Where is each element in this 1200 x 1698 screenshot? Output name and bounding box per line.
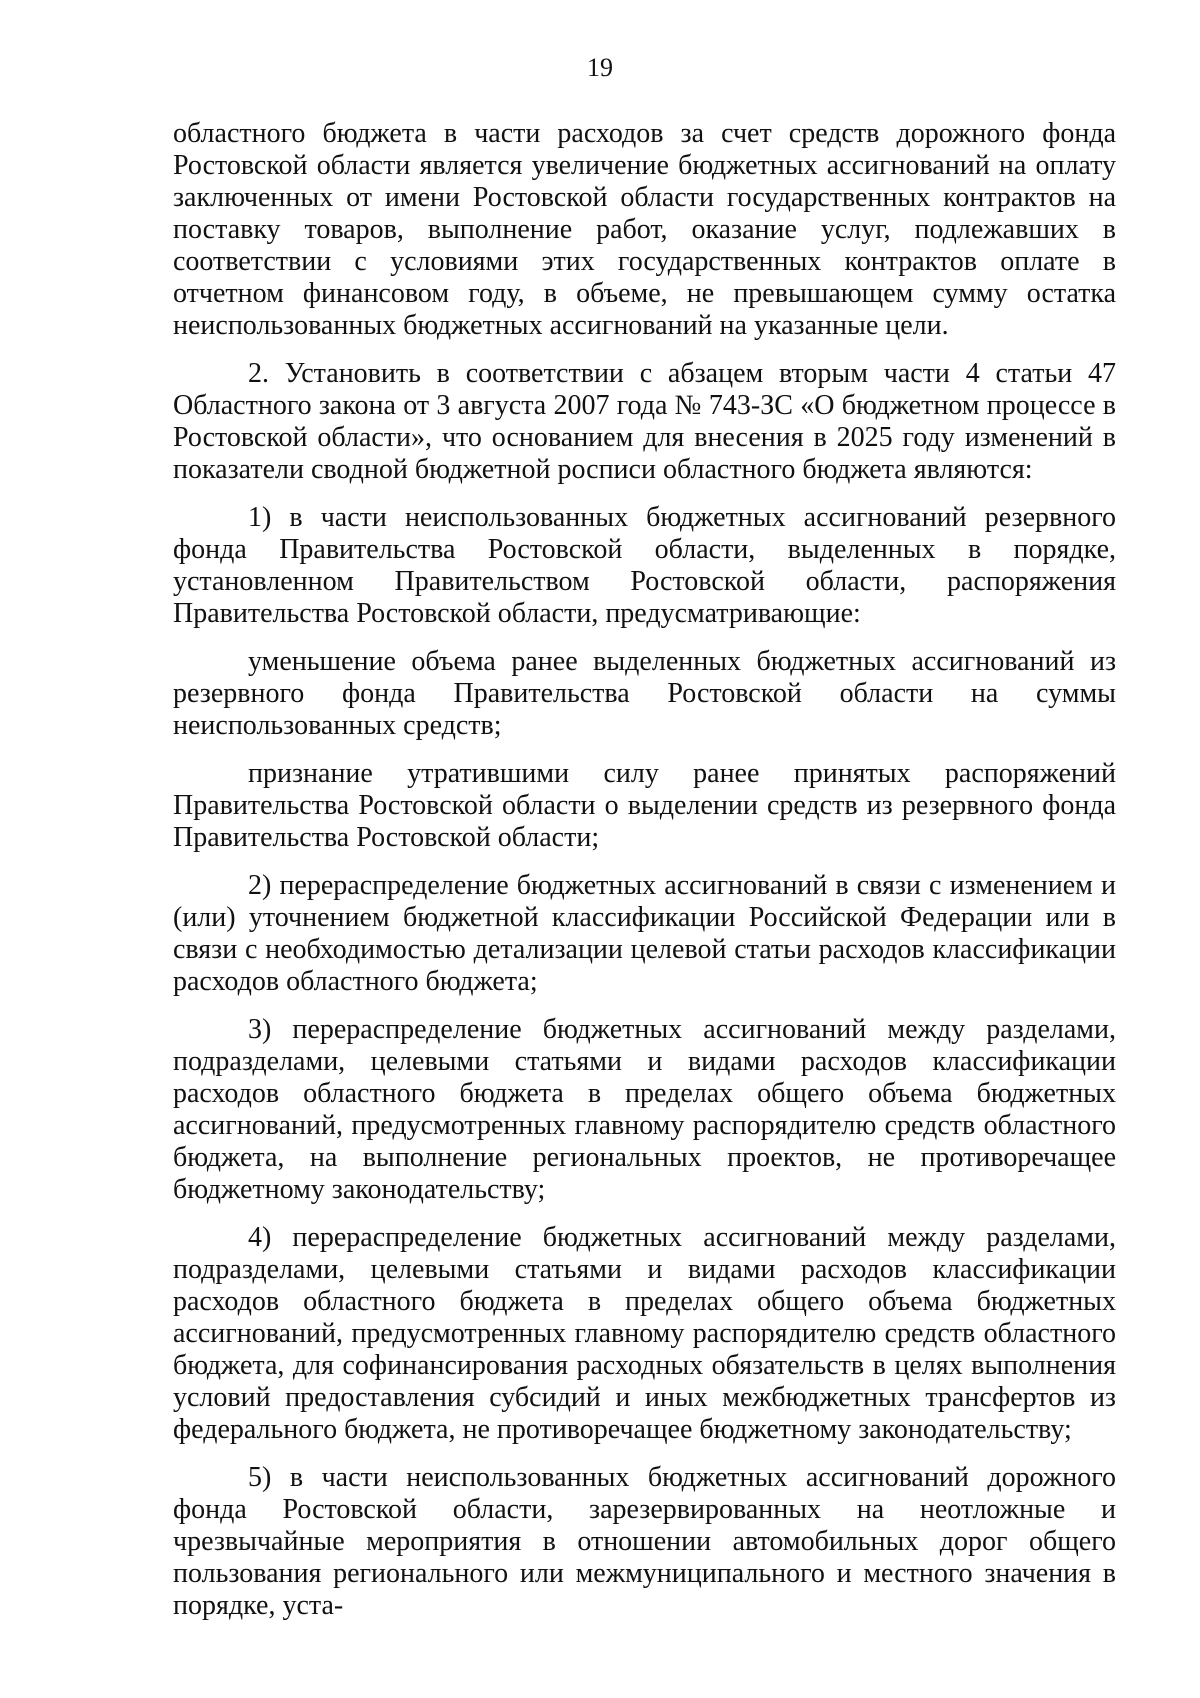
paragraph-subitem-1: 1) в части неиспользованных бюджетных ассигнований резервного фонда Правительства Ростовской области, выделенных в порядке, установленном Правительством Ростовской области, распоряжения Правительства Ростовской области, предусматривающие:: [173, 502, 1116, 629]
document-body: [173, 118, 1116, 1622]
paragraph-item-2: 2. Установить в соответствии с абзацем вторым части 4 статьи 47 Областного закона от 3 августа 2007 года № 743-ЗС «О бюджетном процессе в Ростовской области», что основанием для внесения в 2025 году изменений в показатели сводной бюджетной росписи областного бюджета являются:: [173, 358, 1116, 485]
paragraph-subitem-1-invalidation: признание утратившими силу ранее принятых распоряжений Правительства Ростовской области о выделении средств из резервного фонда Правительства Ростовской области;: [173, 758, 1116, 853]
paragraph-subitem-5: 5) в части неиспользованных бюджетных ассигнований дорожного фонда Ростовской области, зарезервированных на неотложные и чрезвычайные мероприятия в отношении автомобильных дорог общего пользования регионального или межмуниципального и местного значения в порядке, уста-: [173, 1462, 1116, 1621]
paragraph-subitem-1-reduction: уменьшение объема ранее выделенных бюджетных ассигнований из резервного фонда Правительства Ростовской области на суммы неиспользованных средств;: [173, 646, 1116, 741]
paragraph-subitem-4: 4) перераспределение бюджетных ассигнований между разделами, подразделами, целевыми статьями и видами расходов классификации расходов областного бюджета в пределах общего объема бюджетных ассигнований, предусмотренных главному распорядителю средств областного бюджета, для софинансирования расходных обязательств в целях выполнения условий предоставления субсидий и иных межбюджетных трансфертов из федерального бюджета, не противоречащее бюджетному законодательству;: [173, 1222, 1116, 1445]
paragraph-subitem-2: 2) перераспределение бюджетных ассигнований в связи с изменением и (или) уточнением бюджетной классификации Российской Федерации или в связи с необходимостью детализации целевой статьи расходов классификации расходов областного бюджета;: [173, 870, 1116, 997]
page-number: 19: [587, 53, 613, 82]
paragraph-continuation: областного бюджета в части расходов за счет средств дорожного фонда Ростовской области является увеличение бюджетных ассигнований на оплату заключенных от имени Ростовской области государственных контрактов на поставку товаров, выполнение работ, оказание услуг, подлежавших в соответствии с условиями этих государственных контрактов оплате в отчетном финансовом году, в объеме, не превышающем сумму остатка неиспользованных бюджетных ассигнований на указанные цели.: [173, 118, 1116, 341]
paragraph-subitem-3: 3) перераспределение бюджетных ассигнований между разделами, подразделами, целевыми статьями и видами расходов классификации расходов областного бюджета в пределах общего объема бюджетных ассигнований, предусмотренных главному распорядителю средств областного бюджета, на выполнение региональных проектов, не противоречащее бюджетному законодательству;: [173, 1014, 1116, 1205]
